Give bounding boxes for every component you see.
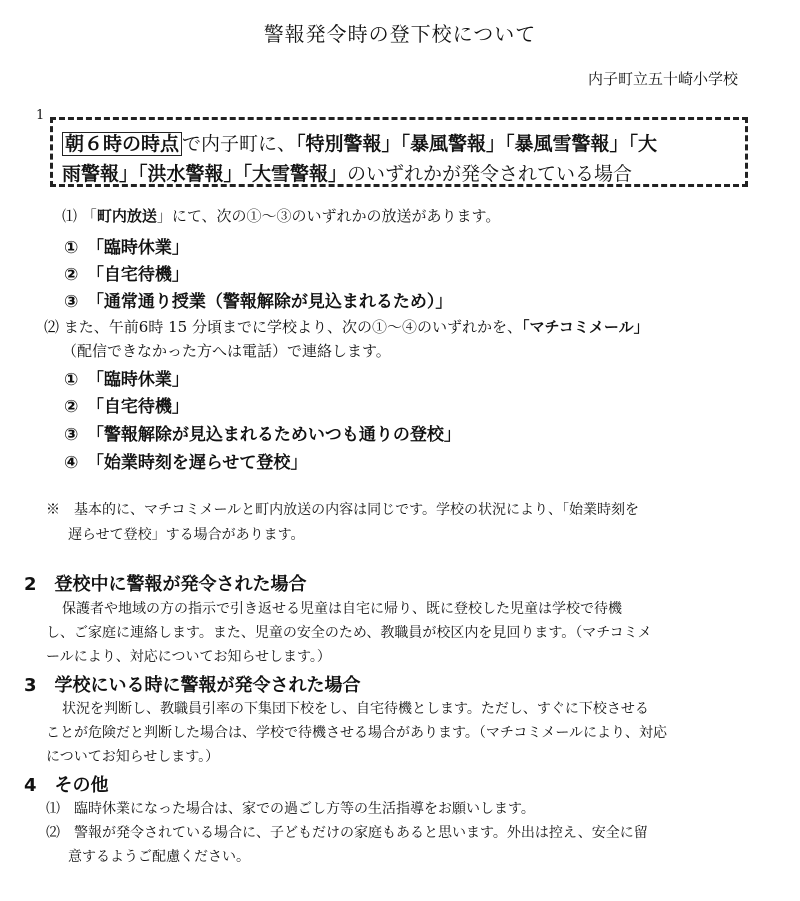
section-3-heading: 3 学校にいる時に警報が発令された場合 — [24, 675, 361, 696]
sub1-bold: 町内放送 — [96, 207, 157, 225]
note-line-1: ※ 基本的に、マチコミメールと町内放送の内容は同じです。学校の状況により、「始業時刻を — [46, 502, 640, 518]
sub1-label: ⑴ — [62, 207, 78, 225]
sub2-bold: 「マチコミメール」 — [521, 318, 649, 336]
time-framed-label: 朝６時の時点 — [62, 132, 182, 156]
section-2-line-2: し、ご家庭に連絡します。また、児童の安全のため、教職員が校区内を見回ります。（マチコミメ — [46, 625, 652, 641]
section-4-item-1: ⑴ 臨時休業になった場合は、家での過ごし方等の生活指導をお願いします。 — [46, 801, 535, 817]
sub1-post: 」にて、次の①～③のいずれかの放送があります。 — [156, 207, 501, 225]
school-name: 内子町立五十崎小学校 — [587, 70, 738, 88]
condition-line-1-mid: で内子町に、 — [182, 133, 297, 155]
sub2-item-4: ④ 「始業時刻を遅らせて登校」 — [64, 453, 308, 473]
condition-line-2-tail: のいずれかが発令されている場合 — [347, 163, 633, 185]
sub2-item-2: ② 「自宅待機」 — [64, 397, 189, 417]
section-2-line-3: ールにより、対応についてお知らせします。） — [46, 649, 331, 665]
section-2-heading: 2 登校中に警報が発令された場合 — [24, 574, 307, 595]
sub1-item-1: ① 「臨時休業」 — [64, 238, 189, 258]
sub2-line-2: （配信できなかった方へは電話）で連絡します。 — [62, 342, 391, 360]
section-3-line-3: についてお知らせします。） — [46, 749, 220, 765]
condition-line-1-warnings: 「特別警報」「暴風警報」「暴風雪警報」「大 — [296, 133, 658, 155]
section-4-item-2-line-1: ⑵ 警報が発令されている場合に、子どもだけの家庭もあると思います。外出は控え、安全に留 — [46, 825, 648, 841]
condition-line-1 — [62, 129, 657, 156]
sub2-label: ⑵ — [44, 318, 60, 336]
section-1-number: 1 — [36, 108, 45, 123]
section-3-line-1: 状況を判断し、教職員引率の下集団下校をし、自宅待機とします。ただし、すぐに下校させる — [62, 701, 649, 717]
page-title: 警報発令時の登下校について — [263, 22, 537, 46]
section-2-line-1: 保護者や地域の方の指示で引き返せる児童は自宅に帰り、既に登校した児童は学校で待機 — [62, 601, 622, 617]
sub2-item-1: ① 「臨時休業」 — [64, 370, 189, 390]
section-3-line-2: ことが危険だと判断した場合は、学校で待機させる場合があります。（マチコミメールにより、対応 — [46, 725, 668, 741]
condition-line-2-warnings: 雨警報」「洪水警報」「大雪警報」 — [62, 163, 348, 185]
section-4-heading: 4 その他 — [24, 775, 109, 796]
note-line-2: 遅らせて登校」する場合があります。 — [68, 527, 305, 543]
sub2-text: また、午前6時 15 分頃までに学校より、次の①～④のいずれかを、 — [63, 318, 522, 336]
condition-line-2 — [62, 159, 632, 186]
sub1-item-3: ③ 「通常通り授業（警報解除が見込まれるため）」 — [64, 292, 453, 312]
sub1-pre: 「 — [81, 207, 97, 225]
sub2-line-1 — [44, 316, 649, 337]
sub1-line — [62, 205, 500, 226]
sub1-item-2: ② 「自宅待機」 — [64, 265, 189, 285]
section-4-item-2-line-2: 意するようご配慮ください。 — [68, 849, 250, 865]
sub2-item-3: ③ 「警報解除が見込まれるためいつも通りの登校」 — [64, 425, 461, 445]
